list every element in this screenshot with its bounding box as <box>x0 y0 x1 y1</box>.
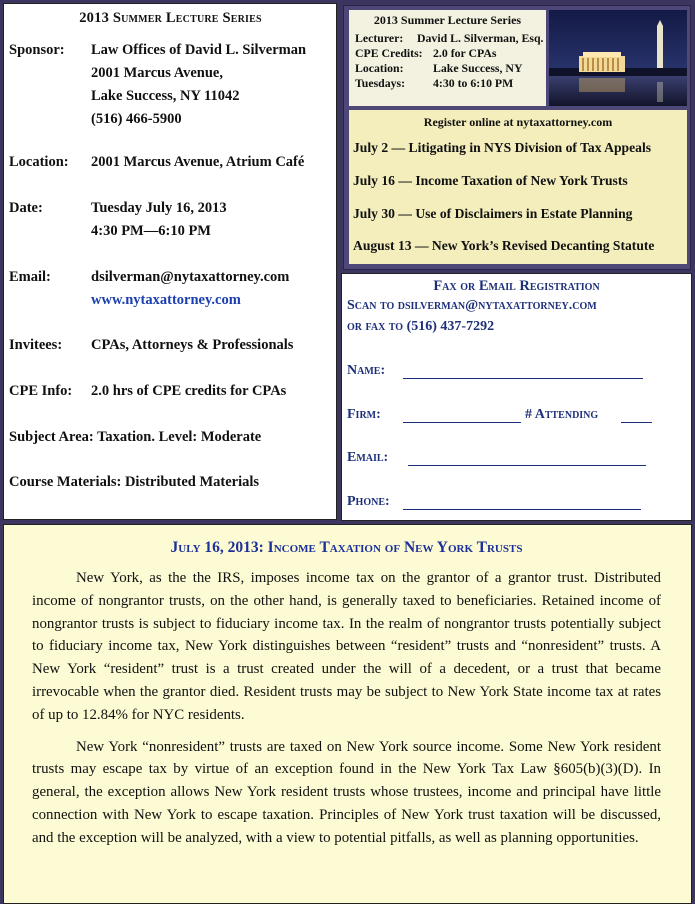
sponsor-phone: (516) 466-5900 <box>91 111 182 127</box>
lecturer-label: Lecturer: <box>355 31 404 45</box>
sponsor-address-1: 2001 Marcus Avenue, <box>91 65 223 81</box>
email-label: Email: <box>9 269 51 285</box>
registration-form <box>341 273 692 521</box>
lecture-description <box>3 524 692 904</box>
course-materials: Course Materials: Distributed Materials <box>9 474 260 490</box>
registration-title: Fax or Email Registration <box>433 278 600 294</box>
tuesdays-value: 4:30 to 6:10 PM <box>433 76 514 90</box>
firm-field[interactable] <box>403 422 521 423</box>
article-paragraph: New York, as the the IRS, imposes income tax on the grantor of a grantor trust. Distributed income of nongrantor trusts, on the other hand, is generally taxed to beneficiaries. Retained income of nongrantor trusts is subject to fiduciary income tax. In the realm of nongrantor trusts potentially subject to fiduciary income tax, New York distinguishes between “resident” trusts and “nonresident” trusts. A New York “resident” trust is a trust created under the will of a decedent, or a trust that became irrevocable when the grantor died. Resident trusts may be subject to New York State income tax at rates of up to 12.84% for NYC residents. <box>32 570 661 723</box>
invitees-value: CPAs, Attorneys & Professionals <box>91 337 294 353</box>
memorial-night-image <box>549 10 687 106</box>
schedule-item: July 2 — Litigating in NYS Division of Tax Appeals <box>353 140 652 155</box>
email-row <box>9 266 289 312</box>
fax-instructions: or fax to (516) 437-7292 <box>347 319 495 334</box>
date-row <box>9 197 227 243</box>
attending-field[interactable] <box>621 422 652 423</box>
cpe-credits-value: 2.0 for CPAs <box>433 46 497 60</box>
banner-location-value: Lake Success, NY <box>433 61 523 75</box>
phone-field[interactable] <box>403 509 641 510</box>
cpe-value: 2.0 hrs of CPE credits for CPAs <box>91 383 287 399</box>
location-label: Location: <box>9 154 69 170</box>
sponsor-label: Sponsor: <box>9 42 65 58</box>
lecturer-value: David L. Silverman, Esq. <box>417 31 544 45</box>
scan-instructions: Scan to dsilverman@nytaxattorney.com <box>347 298 597 313</box>
memorial-photo <box>549 10 687 106</box>
cpe-label: CPE Info: <box>9 383 73 399</box>
time-value: 4:30 PM—6:10 PM <box>91 223 211 239</box>
cpe-credits-label: CPE Credits: <box>355 46 423 60</box>
name-field[interactable] <box>403 378 643 379</box>
name-label: Name: <box>347 363 386 378</box>
sponsor-row <box>9 39 306 131</box>
banner-location-row <box>355 61 540 76</box>
email-link[interactable]: dsilverman@nytaxattorney.com <box>91 269 290 285</box>
email-field[interactable] <box>408 465 646 466</box>
cpe-row <box>9 380 286 403</box>
invitees-label: Invitees: <box>9 337 63 353</box>
email-field-label: Email: <box>347 450 389 465</box>
schedule-item: August 13 — New York’s Revised Decanting Statute <box>353 238 655 253</box>
schedule-item: July 30 — Use of Disclaimers in Estate Planning <box>353 206 633 221</box>
sponsor-address-2: Lake Success, NY 11042 <box>91 88 240 104</box>
series-info-box <box>349 10 546 106</box>
date-value: Tuesday July 16, 2013 <box>91 200 227 216</box>
tuesdays-label: Tuesdays: <box>355 76 406 90</box>
schedule-box <box>349 110 687 264</box>
lecturer-row <box>355 31 544 46</box>
location-row <box>9 151 304 174</box>
location-value: 2001 Marcus Avenue, Atrium Café <box>91 154 305 170</box>
subject-area: Subject Area: Taxation. Level: Moderate <box>9 429 262 445</box>
cpe-credits-row <box>355 46 540 61</box>
attending-label: # Attending <box>525 407 599 422</box>
sponsor-name: Law Offices of David L. Silverman <box>91 42 307 58</box>
firm-label: Firm: <box>347 407 381 422</box>
date-label: Date: <box>9 200 43 216</box>
tuesdays-row <box>355 76 540 91</box>
register-online[interactable]: Register online at nytaxattorney.com <box>423 115 613 129</box>
series-title: 2013 Summer Lecture Series <box>79 10 262 26</box>
event-details-panel <box>3 3 337 520</box>
article-paragraph: New York “nonresident” trusts are taxed on New York source income. Some New York resident trusts may escape tax by virtue of an exception found in the New York Tax Law §605(b)(3)(D). In general, the exception allows New York resident trusts whose trustees, income and principal have little connection with New York to escape taxation. Principles of New York trust taxation will be discussed, and the exception will be analyzed, with a view to potential pitfalls, as well as planning opportunities. <box>32 738 661 846</box>
schedule-item: July 16 — Income Taxation of New York Trusts <box>353 173 628 188</box>
banner-title: 2013 Summer Lecture Series <box>373 13 522 27</box>
invitees-row <box>9 334 293 357</box>
article-title: July 16, 2013: Income Taxation of New York Trusts <box>170 539 523 556</box>
phone-label: Phone: <box>347 494 390 509</box>
lecture-series-banner <box>343 5 691 270</box>
banner-location-label: Location: <box>355 61 404 75</box>
website-link[interactable]: www.nytaxattorney.com <box>91 292 241 308</box>
